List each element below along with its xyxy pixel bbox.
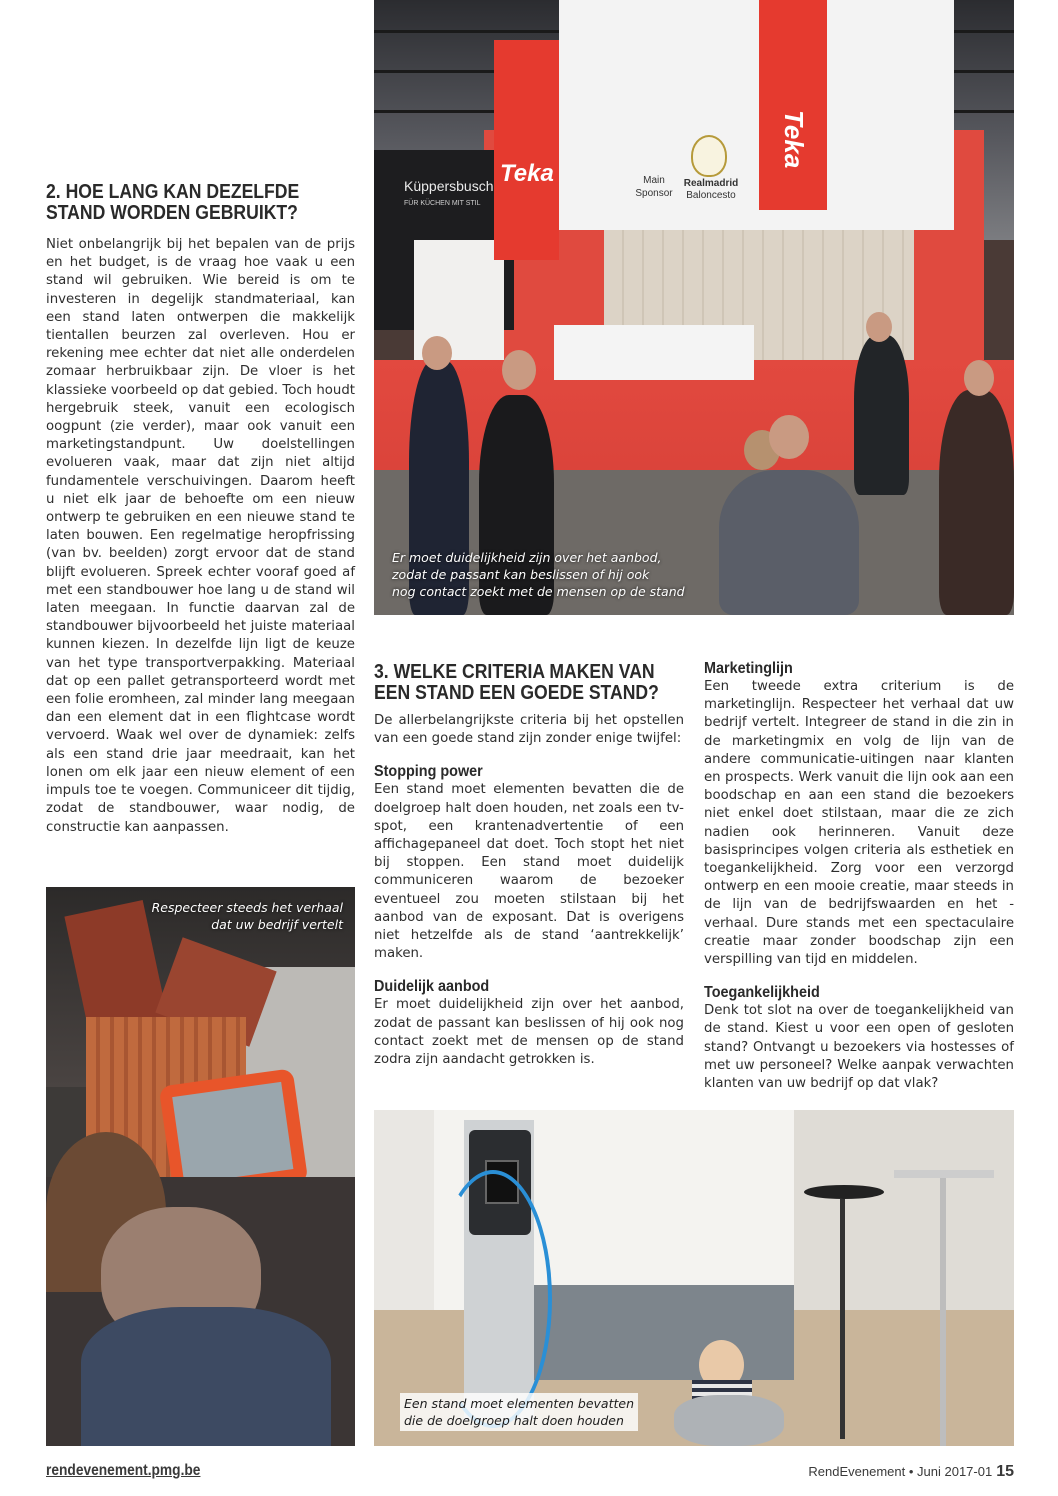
- caption-line: zodat de passant kan beslissen of hij ook: [392, 567, 650, 582]
- page-footer: [808, 1463, 1014, 1481]
- photo-charger-caption: [400, 1393, 638, 1431]
- teka-logo-right: Teka: [779, 110, 809, 169]
- page-number: 15: [996, 1463, 1014, 1480]
- stopping-power-title: Stopping power: [374, 763, 483, 781]
- visitor-head: [866, 312, 892, 342]
- toegankelijkheid-title: Toegankelijkheid: [704, 984, 820, 1002]
- kuppersbusch-sign: Küppersbusch: [404, 178, 494, 194]
- photo-teka-stand: [374, 0, 1014, 615]
- table-top: [894, 1170, 994, 1178]
- sponsor-realmadrid: Realmadrid: [683, 178, 739, 189]
- visitor-head: [964, 360, 994, 396]
- duidelijk-aanbod-title: Duidelijk aanbod: [374, 978, 490, 996]
- duidelijk-aanbod-body: Er moet duidelijkheid zijn over het aanbod, zodat de passant kan beslissen of hij ook nog contact zoekt met de mensen op de stand zodra zijn aandacht getrokken is.: [374, 997, 684, 1068]
- marketinglijn-body: Een tweede extra criterium is de marketinglijn. Respecteer het verhaal dat uw bedrijf vertelt. Integreer de stand in die zin in de marketingmix en volg de lijn van de andere communicatie-uitingen naar klanten en prospects. Werk vanuit die lijn ook aan een boodschap en aan een stand die bezoekers niet enkel doet stilstaan, maar die ze zich nadien ook herinneren. Vanuit deze basisprincipes volgen criteria als esthetiek en toegankelijkheid. Zorg voor een verzorgd ontwerp en een mooie creatie, maar steeds in de lijn van de bedrijfswaarden en het -verhaal. Dure stands met een spectaculaire creatie maar zonder boodschap zijn een verspilling van tijd en middelen.: [704, 679, 1014, 968]
- parking-photo-print: [524, 1285, 794, 1380]
- visitor-head: [502, 350, 536, 390]
- sponsor-label: Sponsor: [635, 188, 673, 199]
- visitor-standing: [854, 335, 909, 495]
- website-link[interactable]: rendevenement.pmg.be: [46, 1462, 201, 1479]
- back-wall: [794, 1110, 1014, 1310]
- section-3: [374, 662, 684, 1069]
- issue-label: RendEvenement • Juni 2017-01: [808, 1464, 993, 1479]
- banner-red-left: [494, 40, 559, 260]
- marketinglijn-title: Marketinglijn: [704, 660, 793, 677]
- table-leg: [940, 1178, 946, 1446]
- banner-red-right: [759, 0, 827, 210]
- visitor-grey-jacket: [719, 470, 859, 615]
- caption-line: Respecteer steeds het verhaal: [151, 900, 343, 915]
- caption-line: Er moet duidelijkheid zijn over het aanbod,: [392, 550, 662, 565]
- tablet-screen: [172, 1082, 293, 1184]
- photo-bricks-caption: [152, 899, 343, 933]
- caption-line: Een stand moet elementen bevatten: [404, 1396, 635, 1411]
- visitor-head: [422, 336, 452, 370]
- kuppersbusch-subline: FÜR KÜCHEN MIT STIL: [404, 200, 481, 207]
- toy-car: [674, 1395, 784, 1446]
- photo-bricks: [46, 887, 355, 1446]
- section-2-heading-line1: 2. HOE LANG KAN DEZELFDE: [46, 181, 300, 203]
- section-3-right: [704, 659, 1014, 1093]
- caption-line: nog contact zoekt met de mensen op de stand: [392, 584, 685, 599]
- section-2-body: Niet onbelangrijk bij het bepalen van de prijs en het budget, is de vraag hoe vaak u een stand wil gebruiken. Wie bereid is om te investeren in degelijk standmateriaal, kan een stand laten ontwerpen die makkelijk tientallen beurzen zal overleven. Hou er rekening mee echter dat niet alle onderdelen zomaar herbruikbaar zijn. De vloer is het klassieke voorbeeld op dat gebied. Toch houdt hergebruik steek, vanuit een ecologisch oogpunt (zie verder), maar ook vanuit een marketingstandpunt. Uw doelstellingen evolueren vaak, maar dat zijn niet altijd fundamentele verschuivingen. Daarom heeft u niet elk jaar de behoefte om een nieuw ontwerp te gebruiken en een nieuwe stand te laten bouwen. Een regelmatige heropfrissing (van bv. beelden) zorgt ervoor dat de stand blijft evolueren. Spreek echter vooraf goed af met een standbouwer hoe lang u de stand wil laten meegaan. In functie daarvan zal de standbouwer bijvoorbeeld het juiste materiaal kunnen kiezen. In dezelfde lijn ligt de keuze van het type transportverpakking. Materiaal dat op een pallet getransporteerd wordt met een folie eromheen, zal minder lang meegaan dan een element dat in een flightcase wordt vervoerd. Waak wel over de dynamiek: zelfs als een stand drie jaar meedraait, kan het lonen om elk jaar een nieuw element of een impuls toe te voegen. Communiceer dit tijdig, zodat de standbouwer, waar nodig, de constructie kan aanpassen.: [46, 237, 355, 835]
- kitchen-island: [554, 325, 754, 380]
- hanging-banner: [559, 0, 954, 230]
- charging-cable: [434, 1170, 552, 1428]
- visitor-woman-right: [939, 390, 1014, 615]
- caption-line: die de doelgroep halt doen houden: [404, 1413, 624, 1428]
- sponsor-main: Main: [643, 175, 665, 186]
- section-3-intro: De allerbelangrijkste criteria bij het opstellen van een goede stand zijn zonder enige twijfel:: [374, 713, 684, 747]
- section-3-heading-line2: EEN STAND EEN GOEDE STAND?: [374, 682, 659, 704]
- section-2: [46, 182, 355, 837]
- photo-ev-charger: [374, 1110, 1014, 1446]
- real-madrid-crest-icon: [691, 135, 727, 177]
- bar-stool-seat: [804, 1185, 884, 1199]
- visitor-jacket: [81, 1307, 331, 1446]
- section-2-heading-line2: STAND WORDEN GEBRUIKT?: [46, 202, 298, 224]
- visitor-head: [769, 415, 809, 459]
- teka-logo-left: Teka: [500, 160, 554, 187]
- bar-stool-leg: [840, 1199, 845, 1439]
- section-3-heading-line1: 3. WELKE CRITERIA MAKEN VAN: [374, 661, 655, 683]
- sponsor-baloncesto: Baloncesto: [686, 190, 736, 201]
- stopping-power-body: Een stand moet elementen bevatten die de doelgroep halt doen houden, net zoals een tv-spot, een krantenadvertentie of een affichagepaneel dat doet. Toch stopt het niet bij stoppen. Een stand moet duidelijk communiceren waarom de bezoeker eventueel zou moeten stilstaan bij het aanbod van de exposant. Dat is overigens niet hetzelfde als de stand ‘aantrekkelijk’ maken.: [374, 782, 684, 962]
- caption-line: dat uw bedrijf vertelt: [211, 917, 343, 932]
- photo-top-caption: [392, 549, 685, 600]
- toegankelijkheid-body: Denk tot slot na over de toegankelijkheid van de stand. Kiest u voor een open of gesloten stand? Ontvangt u bezoekers via hostesses of met uw personeel? Welke aanpak verwachten klanten van uw bedrijf op dat vlak?: [704, 1003, 1014, 1092]
